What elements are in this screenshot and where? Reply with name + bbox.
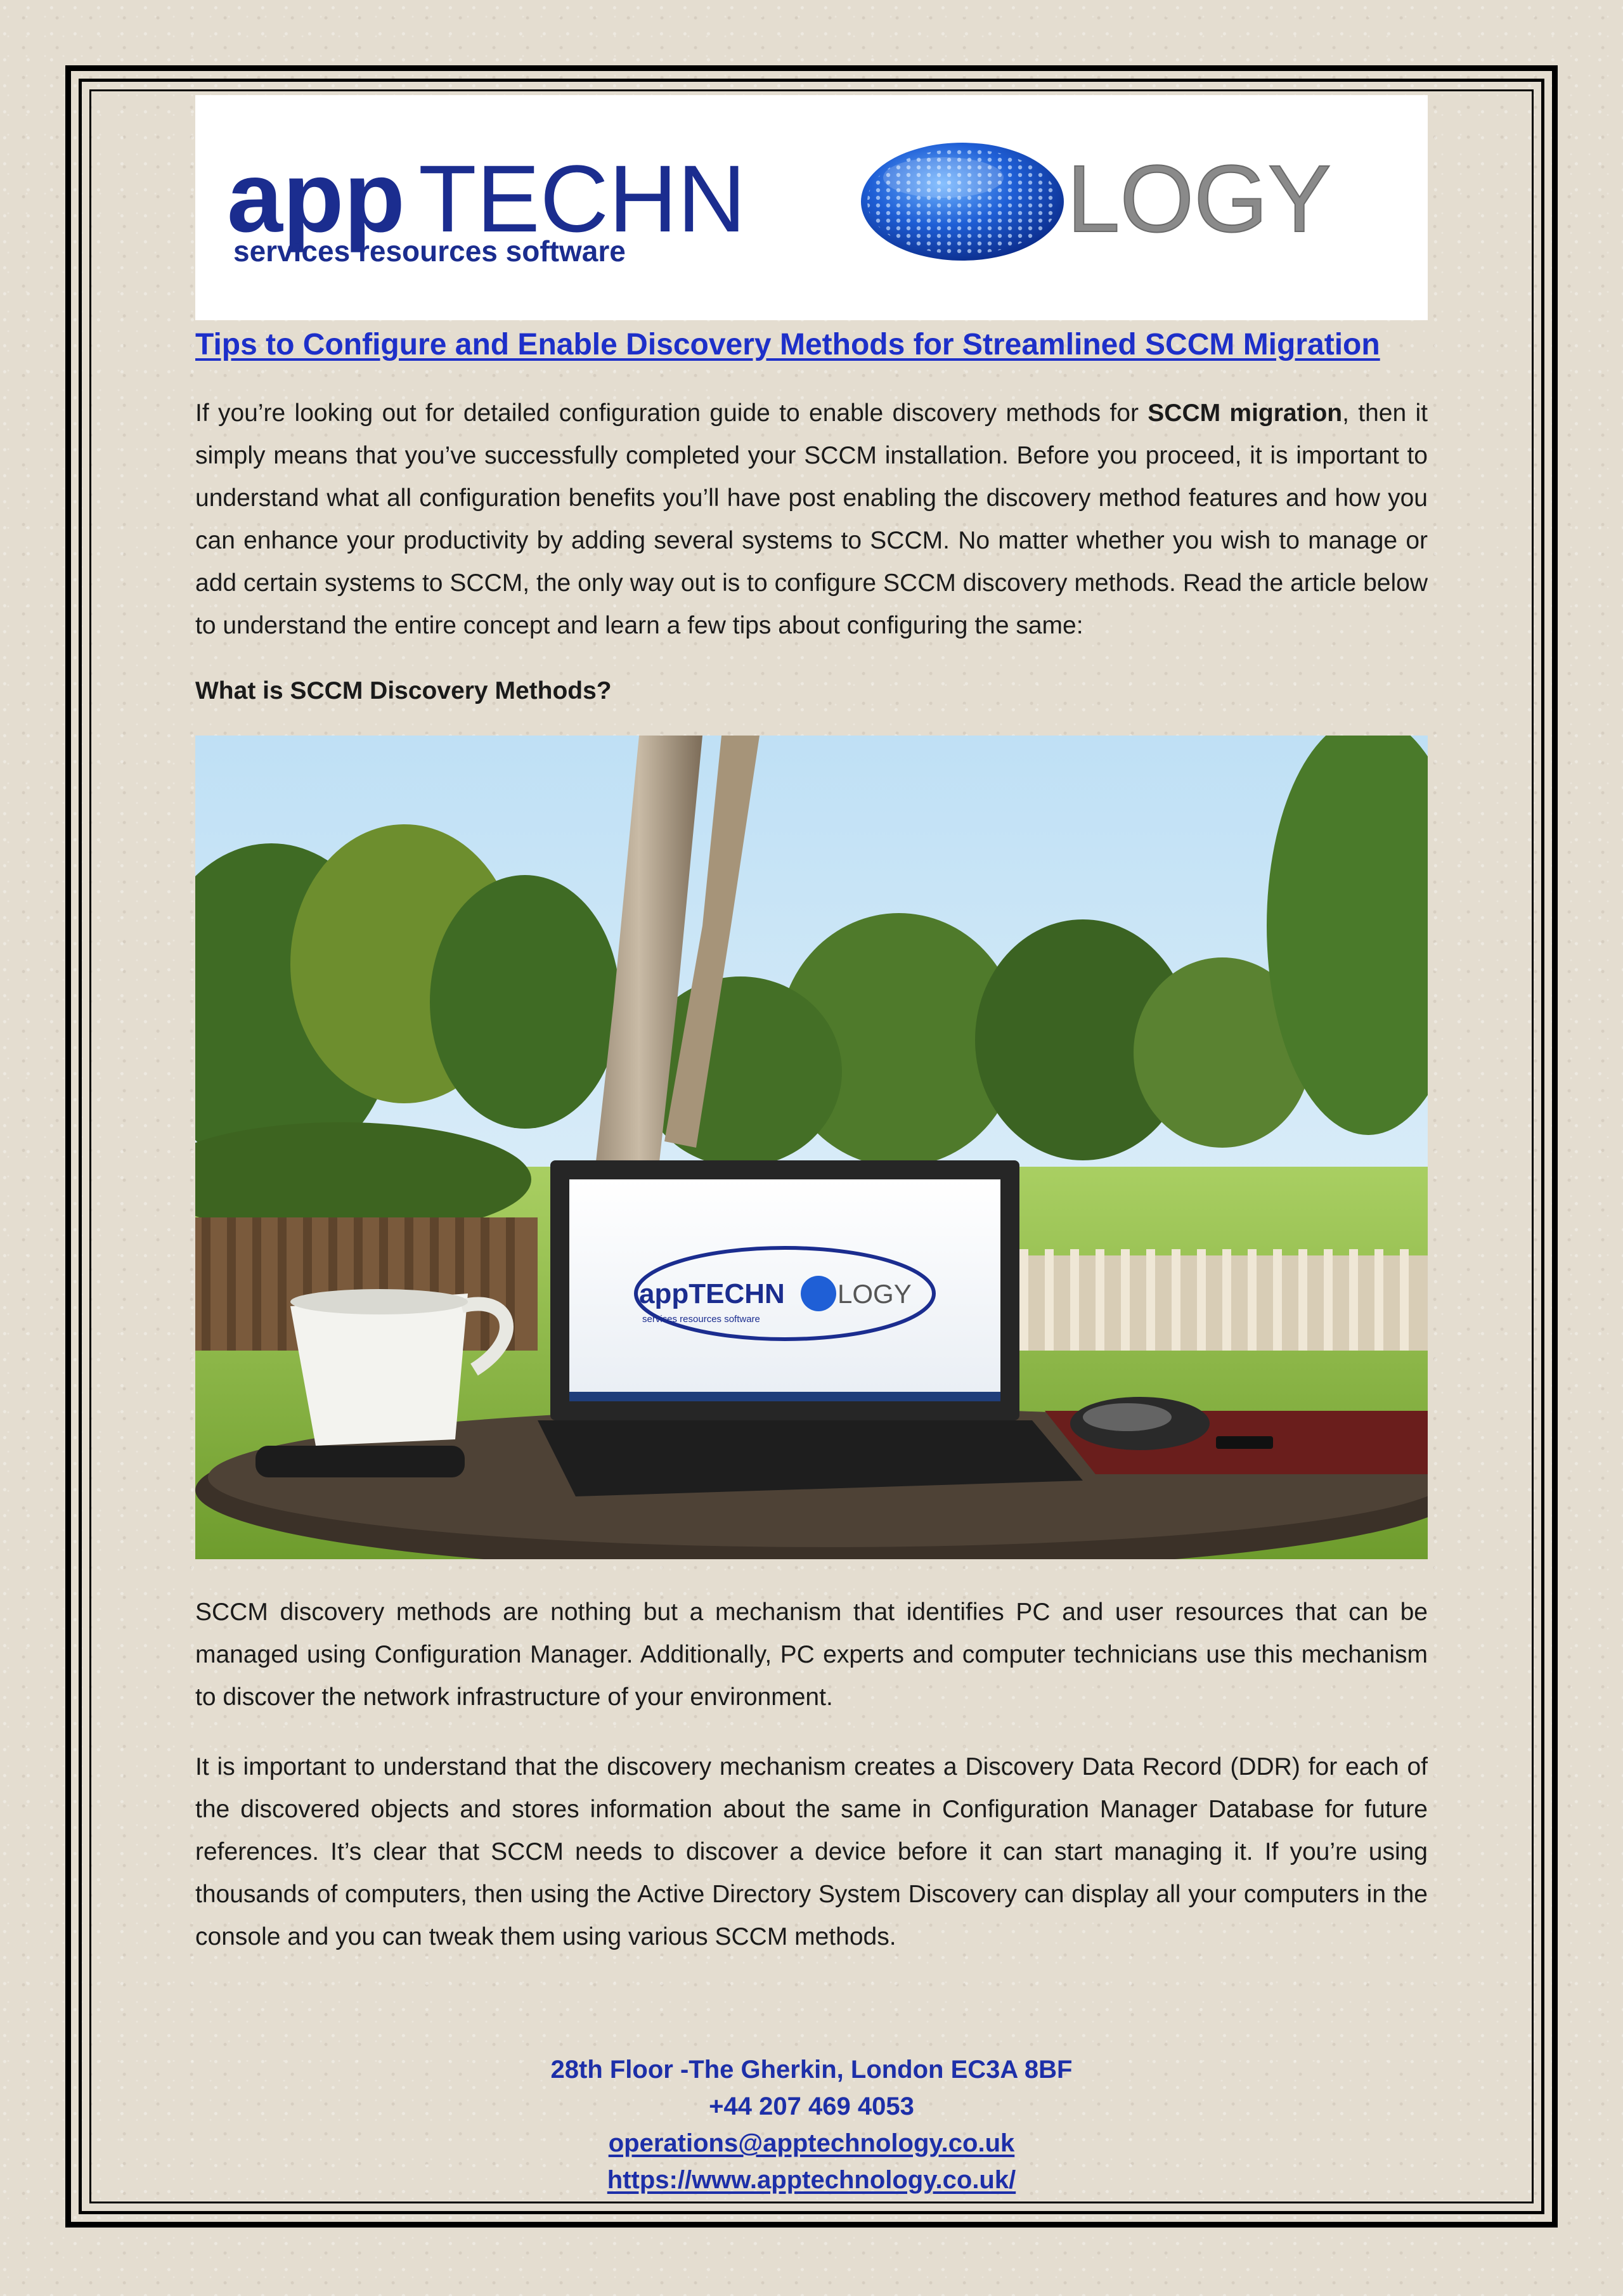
footer-phone: +44 207 469 4053 xyxy=(709,2092,914,2120)
document-title-link[interactable]: Tips to Configure and Enable Discovery Methods for Streamlined SCCM Migration xyxy=(195,328,1380,361)
screen-logo-logy: LOGY xyxy=(837,1279,912,1309)
document-content xyxy=(195,95,1428,1958)
company-logo xyxy=(195,95,1428,320)
definition-paragraph: SCCM discovery methods are nothing but a mechanism that identifies PC and user resources that can be managed using Configuration Manager. Additionally, PC experts and computer technicians use this mechanism to discover the network infrastructure of your environment. xyxy=(195,1599,1428,1711)
contact-footer xyxy=(65,2051,1558,2198)
footer-website-link[interactable]: https://www.apptechnology.co.uk/ xyxy=(607,2166,1016,2194)
logo-logy-text: LOGY xyxy=(1067,145,1331,252)
ddr-paragraph: It is important to understand that the discovery mechanism creates a Discovery Data Record (DDR) for each of the discovered objects and stores information about the same in Configuration Manager Database for future references. It’s clear that SCCM needs to discover a device before it can start managing it. If you’re using thousands of computers, then using the Active Directory System Discovery can display all your computers in the console and you can tweak them using various SCCM methods. xyxy=(195,1753,1428,1950)
footer-address: 28th Floor -The Gherkin, London EC3A 8BF xyxy=(550,2056,1073,2084)
footer-email-link[interactable]: operations@apptechnology.co.uk xyxy=(608,2129,1015,2157)
intro-text-1: If you’re looking out for detailed configuration guide to enable discovery methods for xyxy=(195,399,1148,427)
intro-text-2: , then it simply means that you’ve successfully completed your SCCM installation. Before you proceed, it is important to understand what all configuration benefits you’ll have post enabling the discovery method features and how you can enhance your productivity by adding several systems to SCCM. No matter whether you wish to manage or add certain systems to SCCM, the only way out is to configure SCCM discovery methods. Read the article below to understand the entire concept and learn a few tips about configuring the same: xyxy=(195,399,1428,639)
intro-bold-keyword: SCCM migration xyxy=(1148,399,1343,427)
screen-logo-tagline: services resources software xyxy=(642,1314,760,1325)
laptop-outdoor-photo xyxy=(195,736,1428,1559)
intro-paragraph xyxy=(195,392,1428,647)
screen-logo-text: appTECHN xyxy=(639,1278,785,1309)
logo-tagline: services resources software xyxy=(233,235,626,268)
section-heading: What is SCCM Discovery Methods? xyxy=(195,677,612,704)
logo-techn-text: TECHN xyxy=(418,145,746,252)
globe-icon xyxy=(861,143,1064,261)
logo-app-text: app xyxy=(227,141,405,253)
